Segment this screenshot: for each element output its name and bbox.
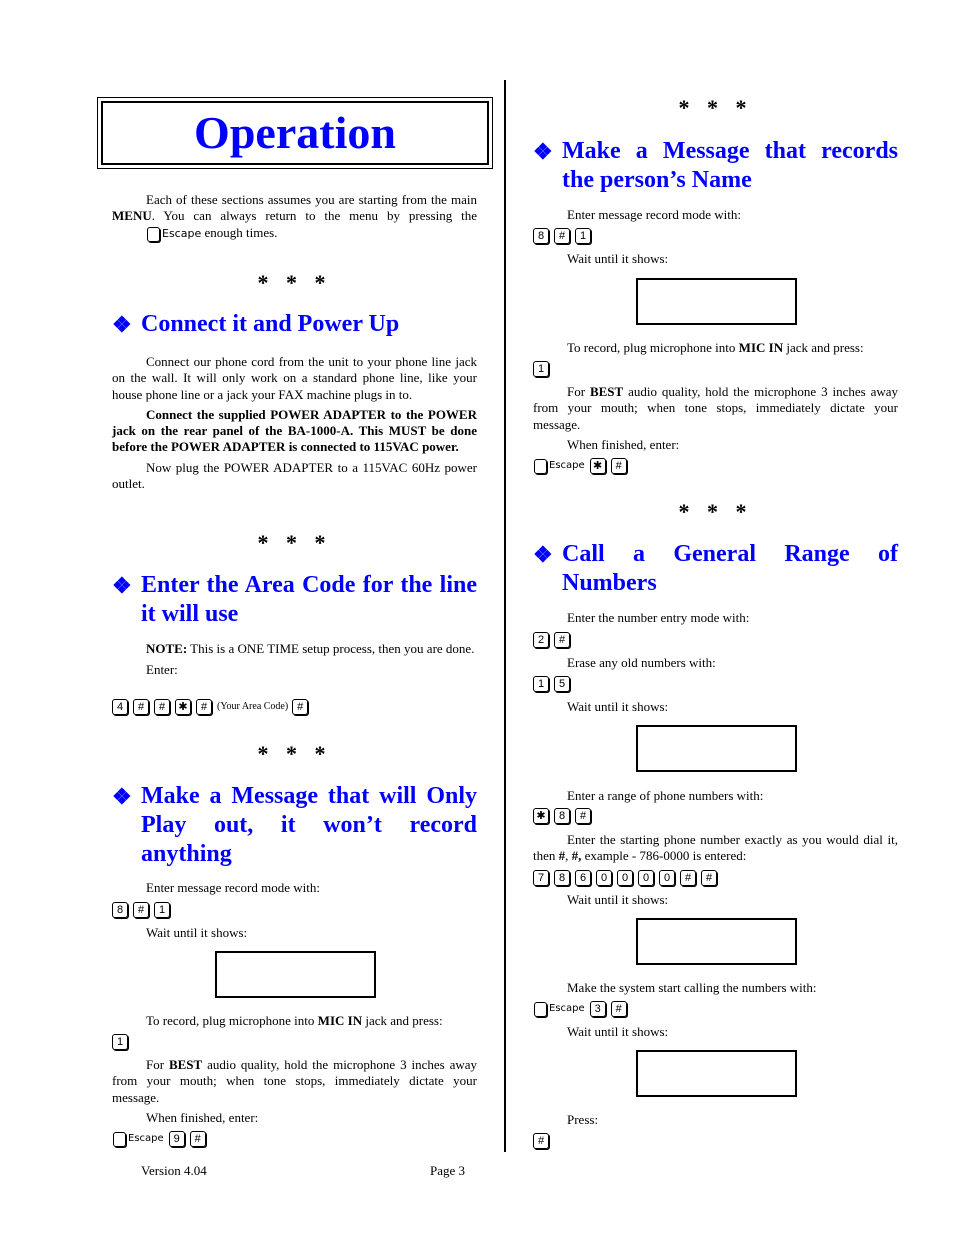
intro-text-2: . You can always return to the menu by pressing the bbox=[151, 208, 477, 224]
column-divider bbox=[504, 80, 506, 1152]
key-8: 8 bbox=[112, 902, 128, 918]
wait-label: Wait until it shows: bbox=[567, 1024, 669, 1039]
number-key-sequence bbox=[533, 869, 722, 887]
key-hash: # bbox=[554, 632, 570, 648]
finished-label: When finished, enter: bbox=[567, 436, 680, 452]
name-wait bbox=[533, 251, 898, 267]
section-separator: * * * bbox=[678, 95, 753, 120]
key-hash: # bbox=[701, 870, 717, 886]
escape-key bbox=[533, 459, 585, 473]
footer-version: Version 4.04 bbox=[141, 1163, 207, 1178]
key-6: 6 bbox=[575, 870, 591, 886]
area-code-placeholder: (Your Area Code) bbox=[217, 701, 289, 712]
section-separator: * * * bbox=[678, 499, 753, 524]
heading-text: Enter the Area Code for the line it will use bbox=[141, 572, 477, 627]
intro-menu: MENU bbox=[112, 208, 152, 224]
escape-key-label: Escape bbox=[162, 227, 202, 241]
lcd-display-box bbox=[636, 725, 797, 772]
range-wait-3 bbox=[533, 1024, 898, 1040]
best-text-b: audio quality, hold the microphone 3 inches away from your mouth; when tone stops, immediately dictate your message. bbox=[533, 384, 899, 432]
escape-key-box bbox=[534, 459, 547, 474]
start-comma: , bbox=[565, 848, 572, 864]
escape-key-box bbox=[147, 227, 160, 242]
title-box bbox=[97, 97, 493, 169]
play-mode-key-sequence bbox=[112, 901, 175, 919]
note-label: NOTE: bbox=[146, 641, 188, 656]
key-0: 0 bbox=[617, 870, 633, 886]
range-enter-range bbox=[533, 788, 898, 804]
name-finish-key-sequence bbox=[533, 457, 632, 475]
name-step-mode bbox=[533, 207, 898, 223]
intro-paragraph bbox=[112, 192, 477, 241]
diamond-icon: ❖ bbox=[112, 784, 132, 809]
key-hash: # bbox=[680, 870, 696, 886]
play-step-mode bbox=[112, 880, 477, 896]
lcd-display-box bbox=[636, 1050, 797, 1097]
calling-label: Make the system start calling the numbers with: bbox=[567, 980, 817, 995]
play-record bbox=[112, 1013, 477, 1029]
range-wait-2 bbox=[533, 892, 898, 908]
key-0: 0 bbox=[659, 870, 675, 886]
lcd-display-box bbox=[215, 951, 376, 998]
lcd-display-box bbox=[636, 278, 797, 325]
record-text-b: jack and press: bbox=[362, 1013, 443, 1028]
range-entry-mode bbox=[533, 610, 898, 626]
wait-label: Wait until it shows: bbox=[567, 251, 669, 266]
connect-body bbox=[112, 354, 477, 492]
escape-key bbox=[112, 1132, 164, 1146]
record-text-a: To record, plug microphone into bbox=[146, 1013, 318, 1028]
mic-in-label: MIC IN bbox=[738, 340, 784, 355]
wait-label: Wait until it shows: bbox=[567, 892, 669, 907]
key-1: 1 bbox=[112, 1034, 128, 1050]
start-text-e: example - 786-0000 is entered: bbox=[581, 848, 747, 864]
key-hash: # bbox=[154, 699, 170, 715]
range-key-sequence bbox=[533, 807, 596, 825]
enter-label: Enter: bbox=[146, 662, 178, 678]
play-wait bbox=[112, 925, 477, 941]
diamond-icon: ❖ bbox=[112, 312, 132, 337]
key-4: 4 bbox=[112, 699, 128, 715]
lcd-display-box bbox=[636, 918, 797, 965]
section-heading-connect bbox=[112, 310, 477, 339]
diamond-icon: ❖ bbox=[112, 573, 132, 598]
diamond-icon: ❖ bbox=[533, 139, 553, 164]
best-text-a: For bbox=[146, 1057, 169, 1072]
press-label: Press: bbox=[567, 1112, 599, 1127]
key-hash: # bbox=[190, 1131, 206, 1147]
start-text-a: Enter the starting phone number exactly as you would dial it, then bbox=[533, 832, 898, 864]
key-hash: # bbox=[133, 902, 149, 918]
key-3: 3 bbox=[590, 1001, 606, 1017]
key-hash: # bbox=[554, 228, 570, 244]
range-wait-1 bbox=[533, 699, 898, 715]
key-9: 9 bbox=[169, 1131, 185, 1147]
play-best-quality bbox=[112, 1057, 477, 1126]
calling-key-sequence bbox=[533, 1000, 632, 1018]
range-press bbox=[533, 1112, 898, 1128]
key-1: 1 bbox=[575, 228, 591, 244]
key-hash: # bbox=[196, 699, 212, 715]
key-1: 1 bbox=[154, 902, 170, 918]
range-entry-key-sequence bbox=[533, 631, 575, 649]
heading-text: Call a General Range of Numbers bbox=[562, 541, 898, 596]
key-0: 0 bbox=[596, 870, 612, 886]
escape-key-box bbox=[113, 1132, 126, 1147]
entry-mode-label: Enter the number entry mode with: bbox=[567, 610, 750, 625]
connect-paragraph-1: Connect our phone cord from the unit to your phone line jack on the wall. It will only work on a standard phone line, like your house phone line or a jack your FAX machine plugs in to. bbox=[112, 354, 477, 402]
key-hash: # bbox=[533, 1133, 549, 1149]
finished-label: When finished, enter: bbox=[146, 1109, 259, 1125]
key-8: 8 bbox=[554, 808, 570, 824]
footer-page: Page 3 bbox=[430, 1163, 466, 1178]
page-title: Operation bbox=[194, 107, 396, 158]
key-hash: # bbox=[292, 699, 308, 715]
escape-key-box bbox=[534, 1002, 547, 1017]
range-label: Enter a range of phone numbers with: bbox=[567, 788, 764, 803]
key-8: 8 bbox=[554, 870, 570, 886]
wait-label: Wait until it shows: bbox=[567, 699, 669, 714]
record-text-b: jack and press: bbox=[783, 340, 864, 355]
section-heading-area-code bbox=[112, 571, 477, 629]
note-text: This is a ONE TIME setup process, then you are done. bbox=[187, 641, 475, 656]
intro-text-1: Each of these sections assumes you are starting from the main bbox=[146, 192, 477, 207]
key-star: ✱ bbox=[590, 458, 606, 474]
range-erase bbox=[533, 655, 898, 671]
key-star: ✱ bbox=[533, 808, 549, 824]
key-hash: # bbox=[133, 699, 149, 715]
enter-mode-label: Enter message record mode with: bbox=[567, 207, 741, 222]
heading-text: Connect it and Power Up bbox=[141, 311, 400, 337]
best-label: BEST bbox=[589, 384, 624, 399]
enter-mode-label: Enter message record mode with: bbox=[146, 880, 320, 895]
key-8: 8 bbox=[533, 228, 549, 244]
section-separator: * * * bbox=[257, 530, 332, 555]
heading-text: Make a Message that will Only Play out, it won’t record anything bbox=[141, 783, 477, 867]
best-text-a: For bbox=[567, 384, 590, 399]
key-hash: # bbox=[575, 808, 591, 824]
key-2: 2 bbox=[533, 632, 549, 648]
section-separator: * * * bbox=[257, 270, 332, 295]
escape-key-label: Escape bbox=[128, 1133, 164, 1145]
escape-key-label: Escape bbox=[549, 460, 585, 472]
key-hash: # bbox=[611, 458, 627, 474]
escape-key-label: Escape bbox=[549, 1003, 585, 1015]
section-heading-record-name bbox=[533, 137, 898, 195]
play-record-key bbox=[112, 1033, 133, 1051]
name-mode-key-sequence bbox=[533, 227, 596, 245]
name-best-quality bbox=[533, 384, 898, 453]
key-star: ✱ bbox=[175, 699, 191, 715]
escape-key bbox=[533, 1002, 585, 1016]
escape-key bbox=[112, 227, 201, 241]
wait-label: Wait until it shows: bbox=[146, 925, 248, 940]
key-5: 5 bbox=[554, 676, 570, 692]
erase-label: Erase any old numbers with: bbox=[567, 655, 716, 670]
key-1: 1 bbox=[533, 676, 549, 692]
record-text-a: To record, plug microphone into bbox=[567, 340, 739, 355]
key-0: 0 bbox=[638, 870, 654, 886]
area-code-key-sequence bbox=[112, 698, 313, 716]
name-record-key bbox=[533, 360, 554, 378]
range-start-number bbox=[533, 832, 898, 865]
range-start-calling bbox=[533, 980, 898, 996]
section-heading-call-range bbox=[533, 540, 898, 598]
connect-paragraph-3: Now plug the POWER ADAPTER to a 115VAC 60Hz power outlet. bbox=[112, 459, 477, 492]
section-separator: * * * bbox=[257, 741, 332, 766]
key-7: 7 bbox=[533, 870, 549, 886]
best-text-b: audio quality, hold the microphone 3 inches away from your mouth; when tone stops, immediately dictate your message. bbox=[112, 1057, 478, 1105]
area-note bbox=[112, 641, 477, 679]
connect-paragraph-2: Connect the supplied POWER ADAPTER to the POWER jack on the rear panel of the BA-1000-A. This MUST be done before the POWER ADAPTER is connected to 115VAC power. bbox=[112, 406, 477, 455]
key-1: 1 bbox=[533, 361, 549, 377]
press-key bbox=[533, 1132, 554, 1150]
start-hash-1: # bbox=[558, 848, 566, 864]
start-hash-2: #, bbox=[571, 848, 582, 864]
diamond-icon: ❖ bbox=[533, 542, 553, 567]
section-heading-play-only bbox=[112, 782, 477, 869]
heading-text: Make a Message that records the person’s Name bbox=[562, 138, 898, 193]
key-hash: # bbox=[611, 1001, 627, 1017]
play-finish-key-sequence bbox=[112, 1130, 211, 1148]
mic-in-label: MIC IN bbox=[317, 1013, 363, 1028]
name-record bbox=[533, 340, 898, 356]
best-label: BEST bbox=[168, 1057, 203, 1072]
range-erase-key-sequence bbox=[533, 675, 575, 693]
intro-text-3: enough times. bbox=[201, 224, 278, 240]
